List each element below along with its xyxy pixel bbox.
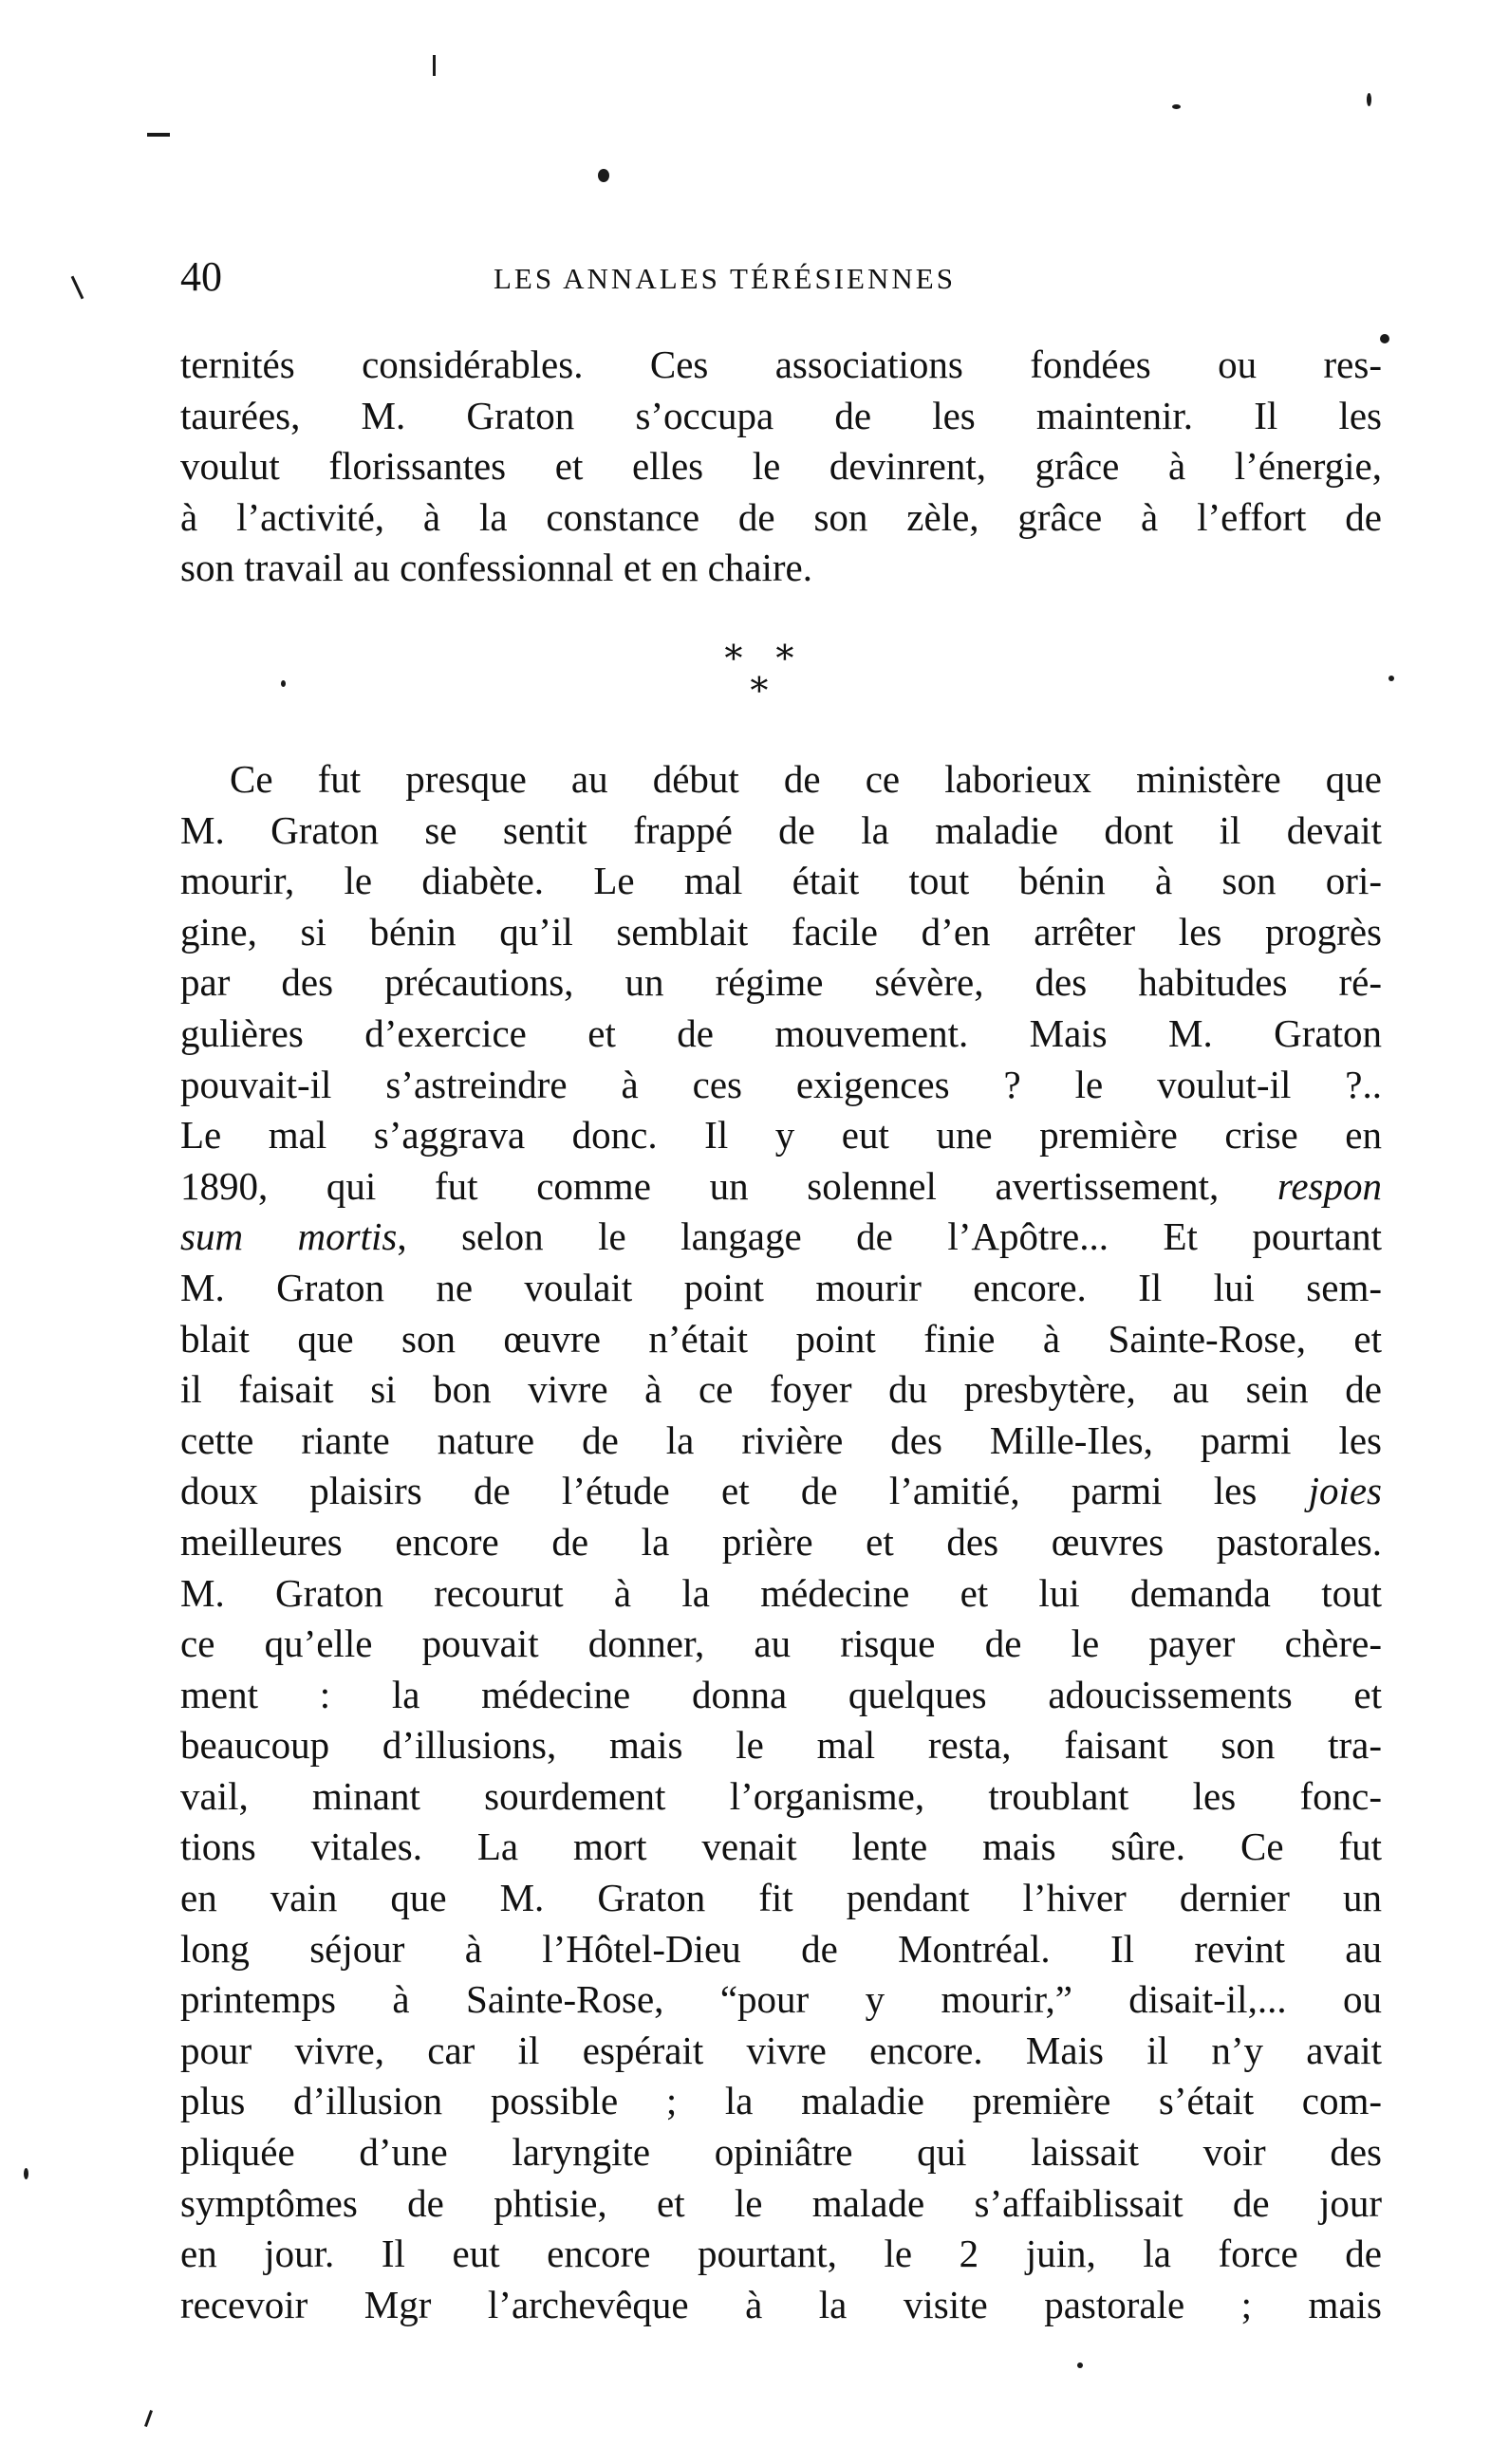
text-line: ment : la médecine donna quelques adoucissements et xyxy=(180,1672,1382,1716)
text-line: printemps à Sainte-Rose, “pour y mourir,” disait-il,... ou xyxy=(180,1977,1382,2022)
paragraph-2 xyxy=(180,754,1382,2330)
text-line: Le mal s’aggrava donc. Il y eut une première crise en xyxy=(180,1113,1382,1158)
text-line: M. Graton ne voulait point mourir encore. Il lui sem- xyxy=(180,1265,1382,1309)
scan-speck xyxy=(598,169,609,182)
scan-speck xyxy=(1172,104,1181,109)
text-line: doux plaisirs de l’étude et de l’amitié, parmi les joies xyxy=(180,1469,1382,1513)
asterism-star-icon: ∗ xyxy=(747,664,772,704)
text-line: en jour. Il eut encore pourtant, le 2 juin, la force de xyxy=(180,2232,1382,2276)
text-line: son travail au confessionnal et en chaire. xyxy=(180,546,812,590)
text-line: sum mortis, selon le langage de l’Apôtre... Et pourtant xyxy=(180,1214,1383,1259)
scan-mark xyxy=(71,276,84,300)
text-line: gulières d’exercice et de mouvement. Mais M. Graton xyxy=(180,1010,1382,1055)
scan-speck xyxy=(1380,334,1389,343)
text-line: blait que son œuvre n’était point finie à Sainte-Rose, et xyxy=(180,1316,1382,1361)
text-line: M. Graton recourut à la médecine et lui demanda tout xyxy=(180,1570,1382,1615)
scan-mark xyxy=(144,2410,153,2427)
text-line: il faisait si bon vivre à ce foyer du presbytère, au sein de xyxy=(180,1367,1382,1412)
text-line: vail, minant sourdement l’organisme, troublant les fonc- xyxy=(180,1773,1382,1818)
text-line: meilleures encore de la prière et des œuvres pastorales. xyxy=(180,1519,1382,1564)
running-head xyxy=(180,249,1382,306)
asterism-star-icon: ∗ xyxy=(773,632,797,672)
text-line: Ce fut presque au début de ce laborieux ministère que xyxy=(230,757,1382,801)
scan-mark xyxy=(433,55,436,76)
text-line: mourir, le diabète. Le mal était tout bénin à son ori- xyxy=(180,859,1382,903)
page-number: 40 xyxy=(180,253,222,300)
text-line: long séjour à l’Hôtel-Dieu de Montréal. Il revint au xyxy=(180,1926,1382,1971)
text-line: pouvait-il s’astreindre à ces exigences ? le voulut-il ?.. xyxy=(180,1062,1382,1106)
scan-speck xyxy=(24,2168,28,2179)
text-line: plus d’illusion possible ; la maladie première s’était com- xyxy=(180,2079,1382,2123)
text-line: à l’activité, à la constance de son zèle, grâce à l’effort de xyxy=(180,494,1382,539)
text-line: tions vitales. La mort venait lente mais sûre. Ce fut xyxy=(180,1825,1382,1869)
text-line: cette riante nature de la rivière des Mille-Iles, parmi les xyxy=(180,1417,1382,1462)
text-line: beaucoup d’illusions, mais le mal resta, faisant son tra- xyxy=(180,1723,1382,1768)
text-line: recevoir Mgr l’archevêque à la visite pastorale ; mais xyxy=(180,2282,1382,2326)
scan-speck xyxy=(281,680,286,687)
scan-speck xyxy=(1367,93,1371,106)
scan-mark xyxy=(147,133,170,137)
running-title: LES ANNALES TÉRÉSIENNES xyxy=(494,262,956,295)
text-line: taurées, M. Graton s’occupa de les maintenir. Il les xyxy=(180,393,1382,437)
text-line: ce qu’elle pouvait donner, au risque de le payer chère- xyxy=(180,1621,1382,1666)
asterism-star-icon: ∗ xyxy=(721,632,746,672)
text-line: 1890, qui fut comme un solennel avertissement, respon xyxy=(180,1163,1382,1208)
scan-speck xyxy=(1077,2362,1083,2368)
text-line: en vain que M. Graton fit pendant l’hiver dernier un xyxy=(180,1876,1382,1920)
scan-speck xyxy=(1388,676,1394,681)
text-line: gine, si bénin qu’il semblait facile d’en arrêter les progrès xyxy=(180,909,1382,954)
text-line: ternités considérables. Ces associations fondées ou res- xyxy=(180,343,1382,386)
text-line: symptômes de phtisie, et le malade s’affaiblissait de jour xyxy=(180,2180,1382,2225)
text-line: voulut florissantes et elles le devinrent, grâce à l’énergie, xyxy=(180,444,1382,489)
text-line: par des précautions, un régime sévère, des habitudes ré- xyxy=(180,960,1382,1005)
text-line: M. Graton se sentit frappé de la maladie dont il devait xyxy=(180,807,1382,852)
text-line: pliquée d’une laryngite opiniâtre qui laissait voir des xyxy=(180,2130,1382,2175)
text-line: pour vivre, car il espérait vivre encore. Mais il n’y avait xyxy=(180,2028,1382,2072)
asterism-ornament xyxy=(721,634,835,719)
paragraph-1 xyxy=(180,340,1382,594)
